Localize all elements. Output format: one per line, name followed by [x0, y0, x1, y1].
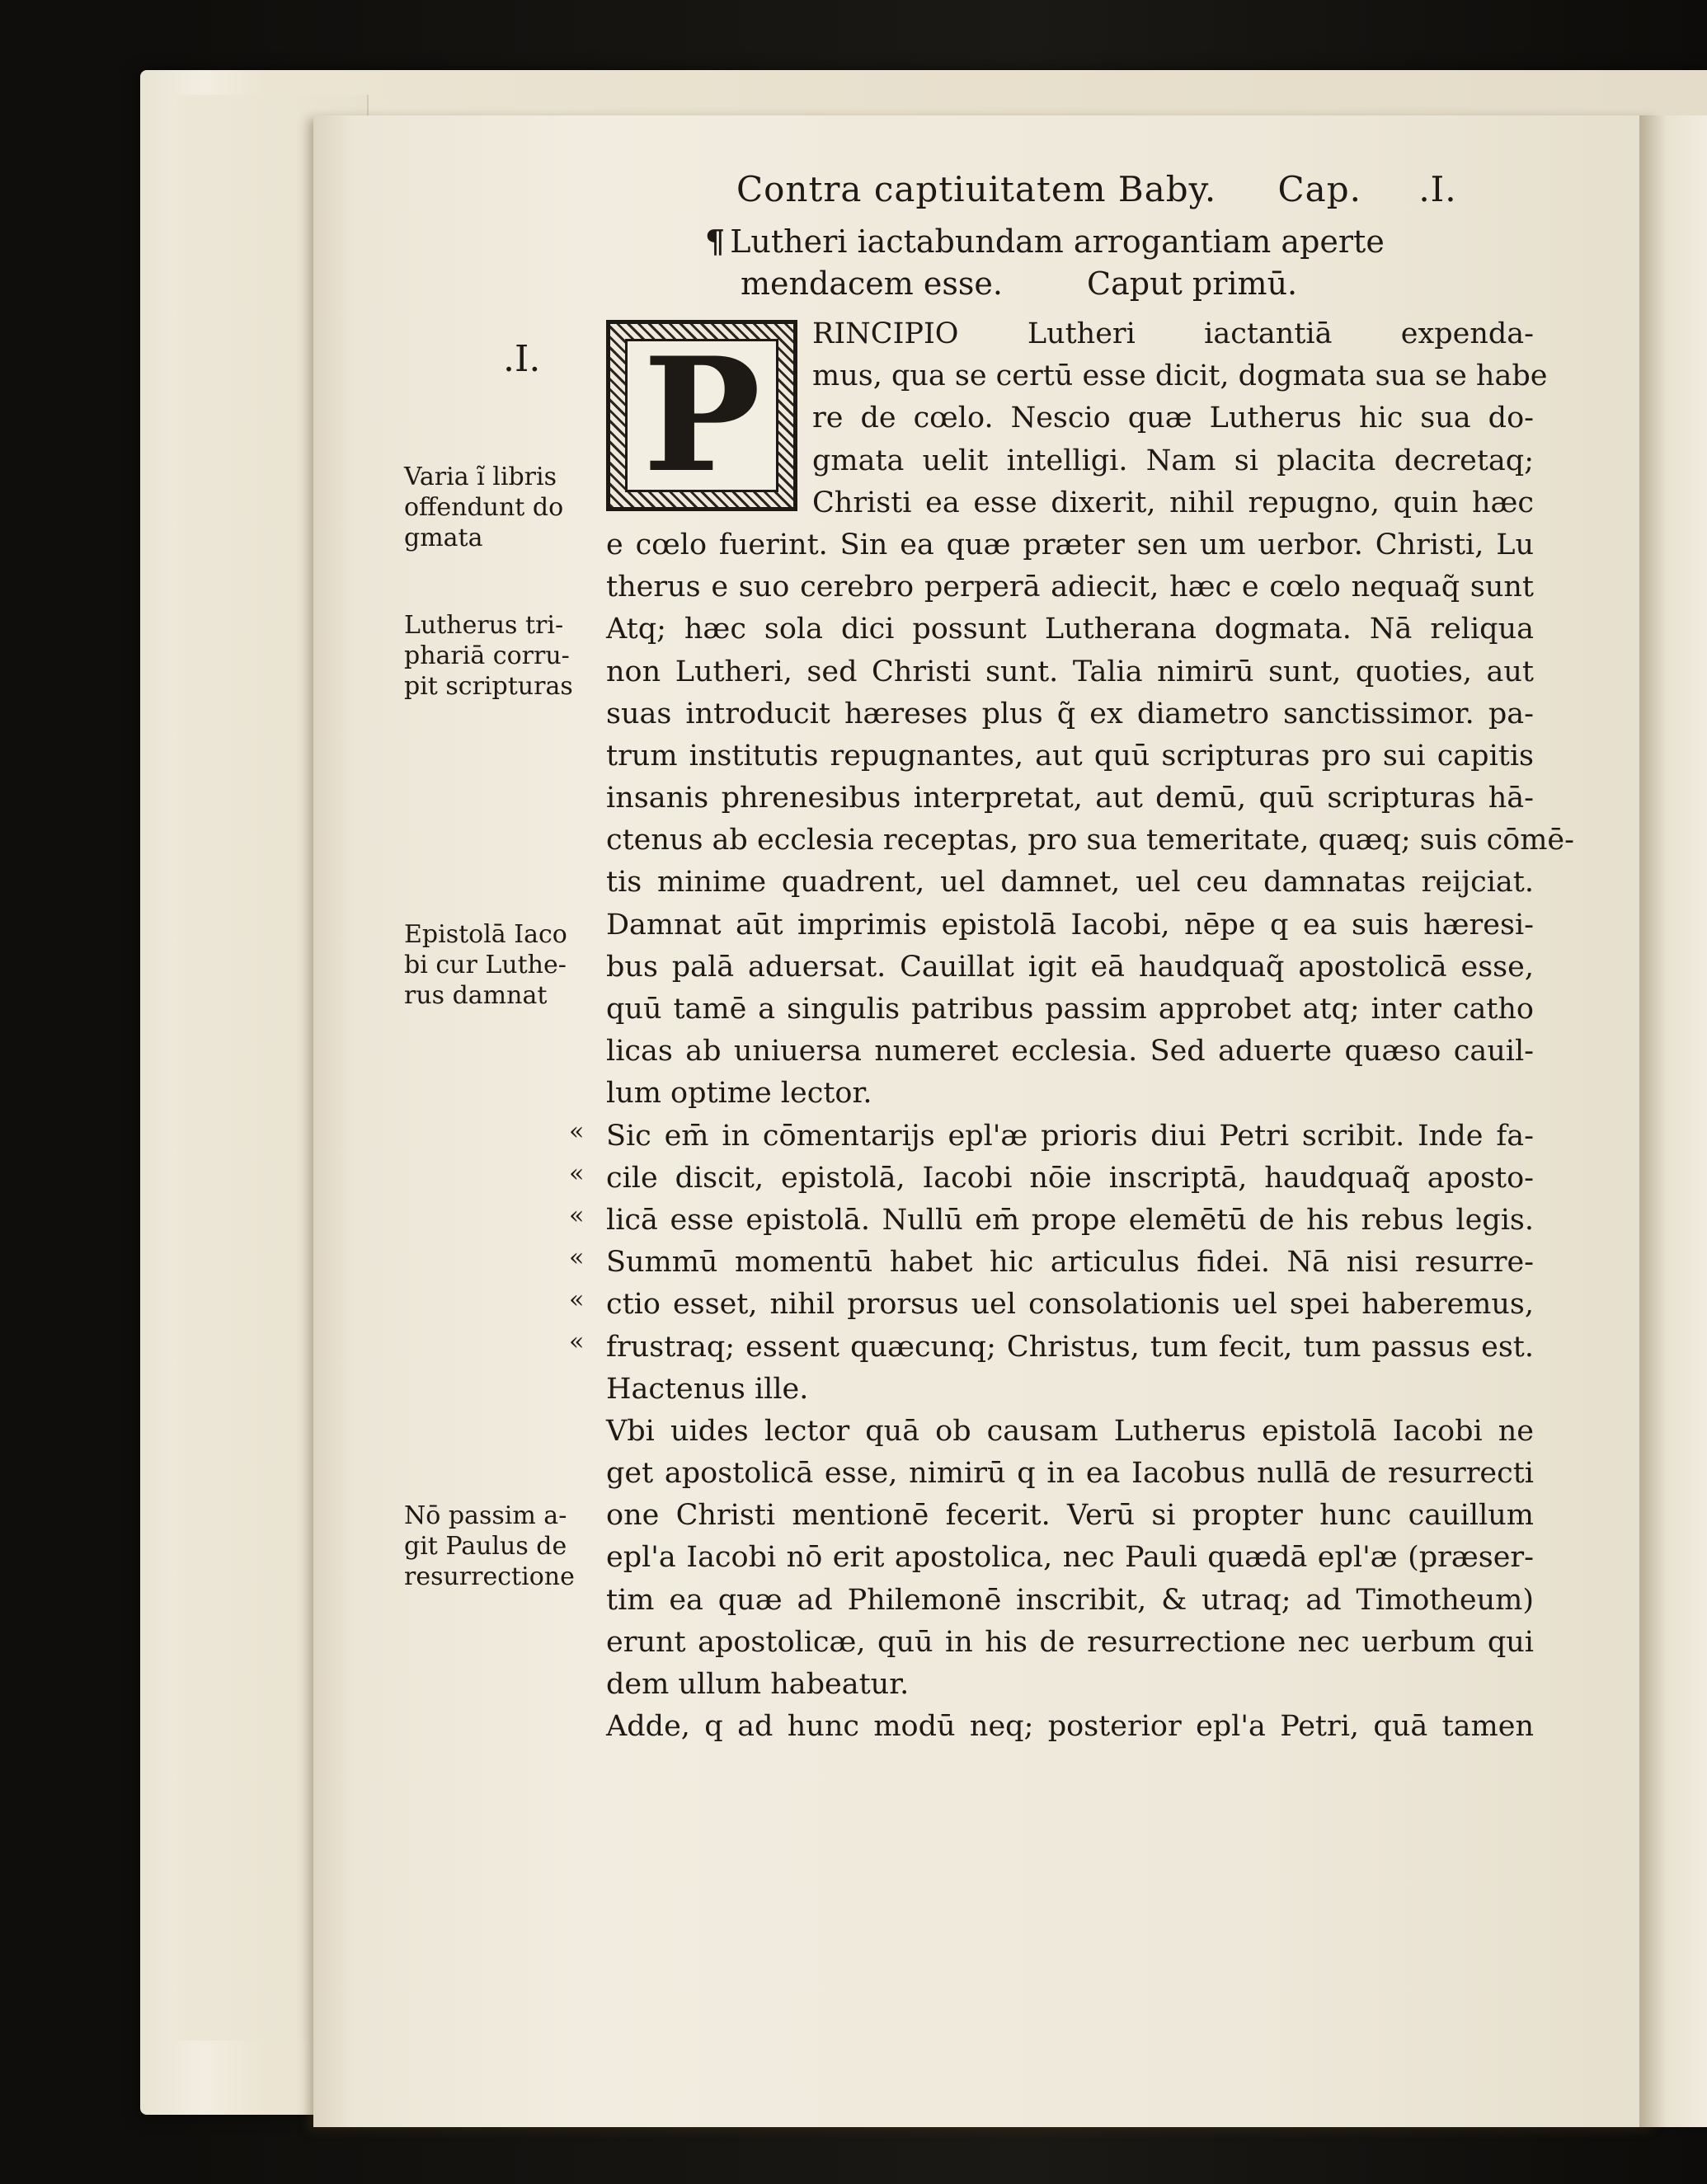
chapter-title-text1: Lutheri iactabundam arrogantiam aperte [730, 223, 1385, 260]
text-line: epl'a Iacobi nō erit apostolica, nec Pauli quædā epl'æ (præser- [606, 1541, 1534, 1575]
running-header [736, 169, 1457, 209]
text-line: Damnat aūt imprimis epistolā Iacobi, nēpe q ea suis hæresi- [606, 908, 1534, 942]
text-line: Christi ea esse dixerit, nihil repugno, quin hæc [812, 486, 1534, 519]
text-line: suas introducit hæreses plus q̃ ex diametro sanctissimor. pa- [606, 697, 1534, 730]
text-line: therus e suo cerebro perperā adiecit, hæc e cœlo nequaq̃ sunt [606, 571, 1534, 604]
marginal-line: git Paulus de [404, 1532, 567, 1561]
marginal-line: Nō passim a- [404, 1501, 567, 1530]
text-line: licā esse epistolā. Nullū em̄ prope elemētū de his rebus legis. [606, 1203, 1534, 1237]
quote-mark: « [569, 1243, 585, 1272]
quote-mark: « [569, 1117, 585, 1146]
marginal-line: bi cur Luthe- [404, 951, 567, 979]
quote-mark: « [569, 1201, 585, 1230]
chapter-title-line2 [741, 265, 1297, 302]
chapter-title-text2b: Caput primū. [1087, 265, 1298, 302]
page-gutter [1639, 115, 1707, 2127]
text-line: dem ullum habeatur. [606, 1668, 910, 1701]
text-line: mus, qua se certū esse dicit, dogmata sua se habe [812, 359, 1548, 393]
text-line: ctenus ab ecclesia receptas, pro sua temeritate, quæq; suis cōmē- [606, 824, 1574, 857]
quote-mark: « [569, 1327, 585, 1356]
quote-mark: « [569, 1159, 585, 1188]
text-line: ctio esset, nihil prorsus uel consolationis uel spei haberemus, [606, 1288, 1534, 1322]
marginal-note-paulus [404, 1501, 575, 1592]
marginal-line: rus damnat [404, 981, 548, 1010]
text-line: frustraq; essent quæcunq; Christus, tum fecit, tum passus est. [606, 1330, 1534, 1364]
marginal-line: Epistolā Iaco [404, 920, 567, 949]
text-line: one Christi mentionē fecerit. Verū si propter hunc cauillum [606, 1499, 1534, 1533]
text-line: Hactenus ille. [606, 1372, 809, 1406]
text-line: cile discit, epistolā, Iacobi nōie inscriptā, haudquaq̃ aposto- [606, 1161, 1534, 1195]
main-text-block [606, 313, 1574, 1748]
text-line: quū tamē a singulis patribus passim approbet atq; inter catho [606, 993, 1534, 1026]
text-line: RINCIPIO Lutheri iactantiā expenda- [812, 317, 1534, 350]
text-line: bus palā aduersat. Cauillat igit eā haudquaq̃ apostolicā esse, [606, 950, 1534, 984]
marginal-note-varia [404, 462, 563, 553]
text-line: Atq; hæc sola dici possunt Lutherana dogmata. Nā reliqua [606, 613, 1534, 646]
text-line: Summū momentū habet hic articulus fidei. Nā nisi resurre- [606, 1246, 1534, 1280]
quote-mark: « [569, 1285, 585, 1314]
text-line: non Lutheri, sed Christi sunt. Talia nimirū sunt, quoties, aut [606, 655, 1534, 688]
text-line: gmata uelit intelligi. Nam si placita decretaq; [812, 444, 1534, 477]
text-line: re de cœlo. Nescio quæ Lutherus hic sua do- [812, 402, 1534, 435]
pilcrow-icon: ¶ [705, 223, 726, 260]
marginal-line: phariā corru- [404, 641, 570, 670]
marginal-line: Lutherus tri- [404, 611, 564, 640]
marginal-line: gmata [404, 524, 483, 552]
text-line: lum optime lector. [606, 1077, 872, 1111]
chapter-title-line1 [705, 223, 1385, 260]
text-line: Vbi uides lector quā ob causam Lutherus epistolā Iacobi ne [606, 1414, 1534, 1448]
text-line: e cœlo fuerint. Sin ea quæ præter sen um uerbor. Christi, Lu [606, 528, 1534, 561]
text-line: insanis phrenesibus interpretat, aut demū, quū scripturas hā- [606, 782, 1534, 815]
chapter-title-text2a: mendacem esse. [741, 265, 1003, 302]
chapter-label: Cap. [1277, 169, 1361, 209]
chapter-number: .I. [1418, 169, 1457, 209]
marginal-note-epistola [404, 919, 567, 1011]
text-line: tis minime quadrent, uel damnet, uel ceu damnatas reijciat. [606, 866, 1534, 899]
text-line: erunt apostolicæ, quū in his de resurrectione nec uerbum qui [606, 1625, 1534, 1659]
text-line: get apostolicā esse, nimirū q in ea Iacobus nullā de resurrecti [606, 1457, 1534, 1491]
marginal-note-lutherus [404, 610, 573, 702]
text-line: trum institutis repugnantes, aut quū scripturas pro sui capitis [606, 739, 1534, 773]
marginal-line: Varia ĩ libris [404, 463, 557, 491]
running-title: Contra captiuitatem Baby. [736, 169, 1217, 209]
marginal-line: pit scripturas [404, 672, 573, 701]
marginal-line: offendunt do [404, 493, 564, 522]
text-line: tim ea quæ ad Philemonē inscribit, & utraq; ad Timotheum) [606, 1583, 1534, 1617]
text-line: licas ab uniuersa numeret ecclesia. Sed aduerte quæso cauil- [606, 1035, 1534, 1069]
text-line: Sic em̄ in cōmentarijs epl'æ prioris diui Petri scribit. Inde fa- [606, 1119, 1534, 1153]
text-line: Adde, q ad hunc modū neq; posterior epl'a Petri, quā tamen [606, 1710, 1534, 1744]
book-spine-shadow [0, 0, 140, 2184]
marginal-line: resurrectione [404, 1562, 575, 1591]
chapter-numeral: .I. [503, 338, 541, 380]
initial-letter: P [642, 323, 761, 507]
